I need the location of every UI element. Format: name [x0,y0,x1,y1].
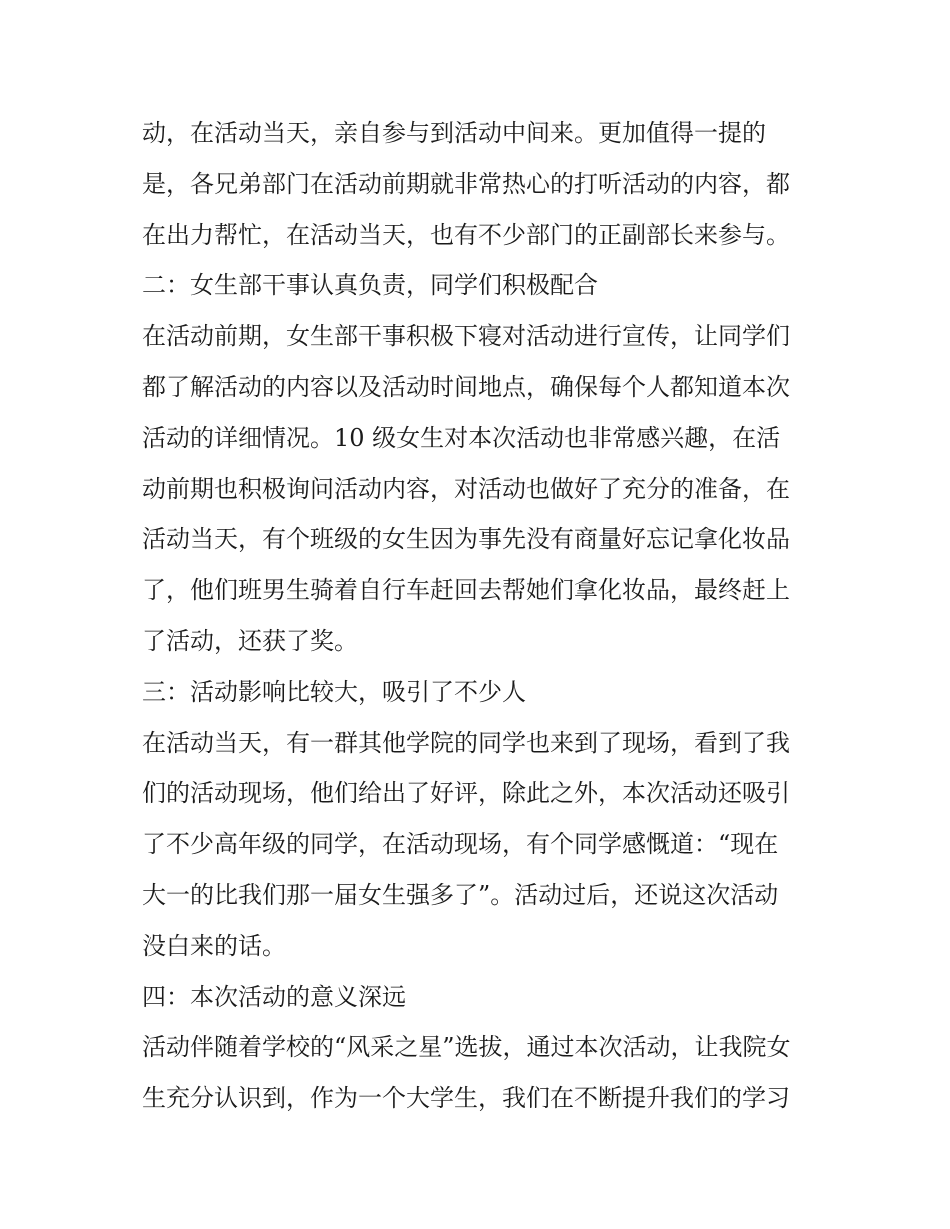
document-body [142,108,822,1124]
text-line: 在活动当天，有一群其他学院的同学也来到了现场，看到了我 [142,728,790,757]
text-line: 在活动前期，女生部干事积极下寝对活动进行宣传，让同学们 [142,322,790,351]
text-line: 了，他们班男生骑着自行车赶回去帮她们拿化妆品，最终赶上 [142,576,790,605]
section-heading-2: 二：女生部干事认真负责，同学们积极配合 [142,271,598,300]
text-line: 活动的详细情况。10 级女生对本次活动也非常感兴趣，在活 [142,423,781,452]
text-line: 活动伴随着学校的“风采之星”选拔，通过本次活动，让我院女 [142,1033,791,1062]
text-line: 没白来的话。 [142,931,286,960]
section-heading-3: 三：活动影响比较大，吸引了不少人 [142,677,526,706]
text-line: 动前期也积极询问活动内容，对活动也做好了充分的准备，在 [142,474,790,503]
text-line: 在出力帮忙，在活动当天，也有不少部门的正副部长来参与。 [142,220,790,249]
text-line: 是，各兄弟部门在活动前期就非常热心的打听活动的内容，都 [142,169,790,198]
text-line: 动，在活动当天，亲自参与到活动中间来。更加值得一提的 [142,119,766,147]
text-line: 大一的比我们那一届女生强多了”。活动过后，还说这次活动 [142,880,779,909]
text-line: 都了解活动的内容以及活动时间地点，确保每个人都知道本次 [142,372,790,401]
text-line: 了活动，还获了奖。 [142,626,358,655]
text-line: 生充分认识到，作为一个大学生，我们在不断提升我们的学习 [142,1084,790,1113]
text-line: 了不少高年级的同学，在活动现场，有个同学感慨道：“现在 [142,830,779,859]
text-line: 们的活动现场，他们给出了好评，除此之外，本次活动还吸引 [142,779,790,808]
section-heading-4: 四：本次活动的意义深远 [142,982,406,1011]
text-line: 活动当天，有个班级的女生因为事先没有商量好忘记拿化妆品 [142,525,790,554]
